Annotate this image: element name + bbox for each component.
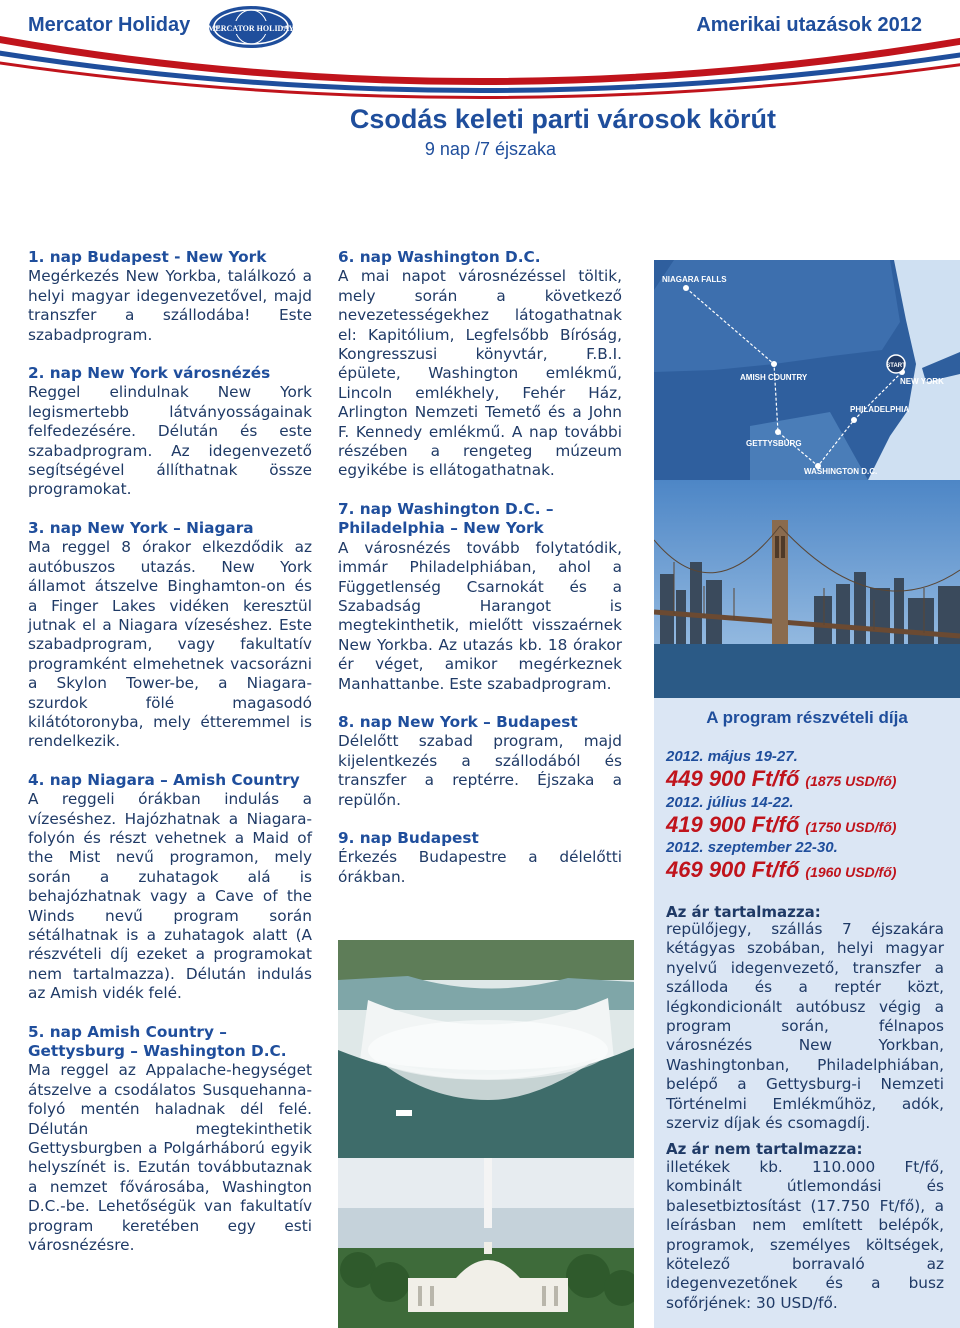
day-title: 4. nap Niagara – Amish Country (28, 770, 300, 789)
price-value: 469 900 Ft/fő (666, 857, 800, 882)
day-text: A mai napot városnézéssel töltik, mely során a következő nevezetességekhez látogathatnak el: Kapitólium, Legfelsőbb Bíróság, Kongresszusi könyvtár, F.B.I. épülete, Washington emlékmű, Lincoln emlékhely, Fehér Ház, Arlington Nemzeti Temető és a John F. Kennedy emlékmű. A nap további részében a rengeteg múzeum egyikébe is ellátogathatnak. (338, 267, 622, 480)
price-value: 419 900 Ft/fő (666, 812, 800, 837)
day-text: Ma reggel 8 órakor elkezdődik az autóbuszos utazás. New York államot átszelve Binghamton-on és a Finger Lakes vidéken keresztül jutnak el a Niagara vízeséshez. Este szabadprogram, vagy fakultatív programként elmehetnek vacsorázni a Skylon Tower-be, a Niagara-szurdok fölé magasodó kilátótoronyba, mely étteremmel is rendelkezik. (28, 538, 312, 751)
route-map (654, 260, 960, 480)
offer-1-price (666, 766, 944, 792)
day-3 (28, 519, 312, 752)
day-6 (338, 248, 622, 481)
day-4 (28, 771, 312, 1004)
day-title: 7. nap Washington D.C. – Philadelphia – New York (338, 499, 554, 538)
itinerary-column-2 (338, 248, 622, 887)
price-value: 449 900 Ft/fő (666, 766, 800, 791)
series-title: Amerikai utazások 2012 (696, 14, 922, 36)
map-label-newyork: NEW YORK (900, 377, 944, 386)
excluded-text: illetékek kb. 110.000 Ft/fő, kombinált útlemondási és balesetbiztosítást (17.750 Ft/fő), a leírásban nem említett belépők, programok, személyes költségek, kötelező borravaló az idegenvezetőnek és a busz sofőrjének: 30 USD/fő. (666, 1158, 944, 1312)
price-usd: (1960 USD/fő) (805, 864, 897, 880)
day-title: 6. nap Washington D.C. (338, 248, 541, 266)
offer-2-date: 2012. július 14-22. (666, 794, 794, 811)
included-text: repülőjegy, szállás 7 éjszakára kétágyas szobában, helyi magyar nyelvű idegenvezető, transzfer a szálloda és a reptér közt, légkondicionált autóbusz végig a program során, félnapos városnézés New Yorkban, Washingtonban, Philadelphiában, belépő a Gettysburg-i Nemzeti Történelmi Emlékműhöz, adók, szerviz díjak és csomagdíj. (666, 920, 944, 1133)
day-text: Reggel elindulnak New York legismertebb látványosságainak felfedezésére. Délután és este szabadprogram. Az idegenvezető segítségével állíthatnak össze programokat. (28, 383, 312, 499)
day-8 (338, 713, 622, 810)
washington-capitol-photo (338, 1158, 634, 1328)
day-text: A városnézés tovább folytatódik, immár Philadelphiában, ahol a Függetlenség Csarnokát és a Szabadság Harangot is megtekinthetik, mielőtt visszaérnek New Yorkba. Az utazás kb. 18 órakor ér véget, amikor megérkeznek Manhattanbe. Este szabadprogram. (338, 538, 622, 693)
day-9 (338, 829, 622, 887)
niagara-falls-photo (338, 940, 634, 1158)
included-title: Az ár tartalmazza: (666, 903, 821, 921)
map-label-philadelphia: PHILADELPHIA (850, 405, 910, 414)
offer-2-price (666, 812, 944, 838)
itinerary-column-1 (28, 248, 312, 1256)
day-text: Ma reggel az Appalache-hegységet átszelve a csodálatos Susquehanna-folyó mentén haladnak dél felé. Délután megtekinthetik Gettysburgben a Polgárháború egyik helyszínét is. Ezután továbbutaznak a nemzet fővárosába, Washington D.C.-be. Lehetőségük van fakultatív program keretében egy esti városnézésre. (28, 1061, 312, 1255)
day-7 (338, 500, 622, 694)
price-usd: (1875 USD/fő) (805, 773, 897, 789)
pricing-heading: A program részvételi díja (706, 708, 908, 727)
logo-text: MERCATOR HOLIDAY (207, 24, 295, 33)
brand-name: Mercator Holiday (28, 14, 191, 36)
tour-subtitle: 9 nap /7 éjszaka (424, 139, 556, 159)
map-label-gettysburg: GETTYSBURG (746, 439, 802, 448)
day-title: 3. nap New York – Niagara (28, 518, 254, 537)
brooklyn-bridge-photo (654, 480, 960, 698)
day-title: 8. nap New York – Budapest (338, 712, 578, 731)
map-label-amish: AMISH COUNTRY (740, 373, 808, 382)
day-title: 2. nap New York városnézés (28, 364, 271, 383)
day-title: 9. nap Budapest (338, 828, 479, 847)
day-2 (28, 364, 312, 500)
day-title: 5. nap Amish Country – Gettysburg – Washington D.C. (28, 1022, 287, 1061)
day-5 (28, 1023, 312, 1256)
day-text: Megérkezés New Yorkba, találkozó a helyi magyar idegenvezetővel, majd transzfer a szállodába! Este szabadprogram. (28, 267, 312, 344)
day-title: 1. nap Budapest - New York (28, 248, 267, 266)
offer-3-price (666, 857, 944, 883)
offer-1-date: 2012. május 19-27. (666, 748, 798, 765)
tour-title: Csodás keleti parti városok körút (349, 104, 776, 134)
map-label-niagara: NIAGARA FALLS (662, 275, 727, 284)
map-label-washington: WASHINGTON D.C. (804, 467, 878, 476)
pricing-panel (654, 698, 960, 1328)
map-start-badge: START (886, 363, 906, 369)
day-text: A reggeli órákban indulás a vízeséshez. Hajózhatnak a Niagara-folyón és részt vehetnek a Maid of the Mist nevű programon, mely során a zuhatagok alá is behajózhatnak vagy a Cave of the Winds nevű program során sétálhatnak is a zuhatagok alatt (A részvételi díj ezeket a programokat nem tartalmazza). Délután indulás az Amish vidék felé. (28, 790, 312, 1003)
excluded-title: Az ár nem tartalmazza: (666, 1140, 863, 1158)
price-usd: (1750 USD/fő) (805, 819, 897, 835)
day-text: Délelőtt szabad program, majd kijelentkezés a szállodából és transzfer a reptérre. Éjszaka a repülőn. (338, 732, 622, 809)
day-text: Érkezés Budapestre a délelőtti órákban. (338, 848, 622, 886)
offer-3-date: 2012. szeptember 22-30. (666, 839, 838, 856)
day-1 (28, 248, 312, 345)
header-swoosh (0, 30, 960, 110)
